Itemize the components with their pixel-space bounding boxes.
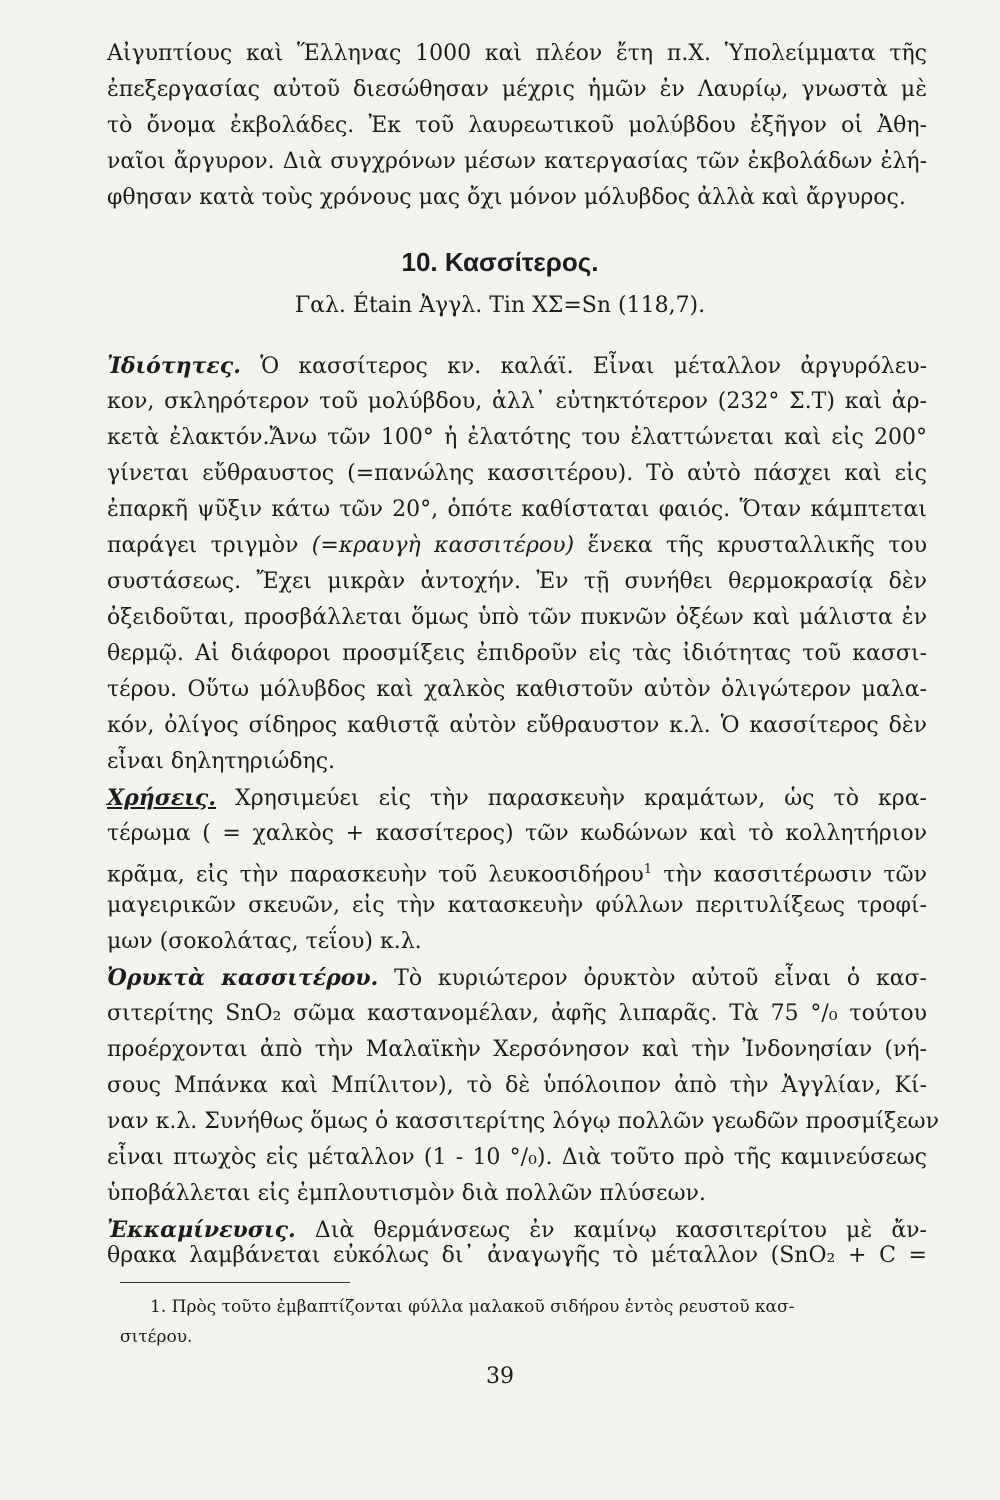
properties-line-4: γίνεται εὔθραυστος (=πανώλης κασσιτέρου). Τὸ αὐτὸ πάσχει καὶ εἰς <box>107 461 927 486</box>
intro-line-1: Αἰγυπτίους καὶ Ἕλληνας 1000 καὶ πλέον ἔτη π.Χ. Ὑπολείμματα τῆς <box>107 41 927 66</box>
properties-line-7: συστάσεως. Ἔχει μικρὰν ἀντοχήν. Ἐν τῇ συνήθει θερμοκρασίᾳ δὲν <box>107 569 927 594</box>
uses-text-3b: τὴν κασσιτέρωσιν τῶν <box>652 862 927 888</box>
smelting-line-2: θρακα λαμβάνεται εὐκόλως δι᾽ ἀναγωγῆς τὸ μέταλλον (SnO₂ + C = <box>107 1243 927 1268</box>
section-title: 10. Κασσίτερος. <box>401 247 599 277</box>
ores-line-6: εἶναι πτωχὸς εἰς μέταλλον (1 - 10 °/₀). Διὰ τοῦτο πρὸ τῆς καμινεύσεως <box>107 1145 927 1170</box>
smelting-label: Ἐκκαμίνευσις. <box>107 1217 296 1243</box>
ores-line-7: ὑποβάλλεται εἰς ἐμπλουτισμὸν διὰ πολλῶν πλύσεων. <box>107 1181 706 1206</box>
section-subtitle: Γαλ. Étain Ἀγγλ. Tin ΧΣ=Sn (118,7). <box>294 293 706 318</box>
properties-line-5: ἐπαρκῆ ψῦξιν κάτω τῶν 20°, ὁπότε καθίσταται φαιός. Ὅταν κάμπτεται <box>107 497 927 522</box>
tin-cry-term: (=κραυγὴ κασσιτέρου) <box>311 533 575 558</box>
ores-line-3: προέρχονται ἀπὸ τὴν Μαλαϊκὴν Χερσόνησον καὶ τὴν Ἰνδονησίαν (νή- <box>107 1037 927 1062</box>
footnote-rule <box>120 1282 350 1283</box>
properties-line-2: κον, σκληρότερον τοῦ μολύβδου, ἀλλ᾽ εὐτηκτότερον (232° Σ.Τ) καὶ ἀρ- <box>107 389 927 414</box>
properties-line-3: κετὰ ἐλακτόν.Ἄνω τῶν 100° ἡ ἐλατότης του ἐλαττώνεται καὶ εἰς 200° <box>107 425 927 450</box>
properties-line-10: τέρου. Οὕτω μόλυβδος καὶ χαλκὸς καθιστοῦν αὐτὸν ὀλιγώτερον μαλα- <box>107 677 927 702</box>
ores-line-4: σους Μπάνκα καὶ Μπίλιτον), τὸ δὲ ὑπόλοιπον ἀπὸ τὴν Ἀγγλίαν, Κί- <box>107 1073 927 1098</box>
intro-line-2: ἐπεξεργασίας αὐτοῦ διεσώθησαν μέχρις ἡμῶν ἐν Λαυρίῳ, γνωστὰ μὲ <box>107 77 927 102</box>
uses-line-4: μαγειρικῶν σκευῶν, εἰς τὴν κατασκευὴν φύλλων περιτυλίξεως τροφί- <box>107 893 927 918</box>
smelting-line-1 <box>107 1216 927 1245</box>
properties-line-1 <box>107 352 927 381</box>
properties-text-6b: ἕνεκα τῆς κρυσταλλικῆς του <box>574 533 927 558</box>
uses-line-3 <box>107 856 927 889</box>
properties-label: Ἰδιότητες. <box>107 353 241 379</box>
uses-text-1: Χρησιμεύει εἰς τὴν παρασκευὴν κραμάτων, ὡς τὸ κρα- <box>216 786 927 811</box>
ores-text-1: Τὸ κυριώτερον ὀρυκτὸν αὐτοῦ εἶναι ὁ κασ- <box>378 966 927 991</box>
uses-text-3a: κρᾶμα, εἰς τὴν παρασκευὴν τοῦ λευκοσιδήρου <box>107 862 644 888</box>
uses-line-2: τέρωμα ( = χαλκὸς + κασσίτερος) τῶν κωδώνων καὶ τὸ κολλητήριον <box>107 821 927 846</box>
footnote-line-1: 1. Πρὸς τοῦτο ἐμβαπτίζονται φύλλα μαλακοῦ σιδήρου ἐντὸς ρευστοῦ κασ- <box>150 1297 795 1317</box>
intro-line-3: τὸ ὄνομα ἐκβολάδες. Ἐκ τοῦ λαυρεωτικοῦ μολύβδου ἐξῆγον οἱ Ἀθη- <box>107 113 927 138</box>
smelting-text-1: Διὰ θερμάνσεως ἐν καμίνῳ κασσιτερίτου μὲ ἄν- <box>295 1218 927 1243</box>
ores-line-5: ναν κ.λ. Συνήθως ὅμως ὁ κασσιτερίτης λόγῳ πολλῶν γεωδῶν προσμίξεων <box>107 1109 939 1134</box>
footnote <box>120 1292 930 1352</box>
ores-line-1 <box>107 964 927 993</box>
intro-line-4: ναῖοι ἄργυρον. Διὰ συγχρόνων μέσων κατεργασίας τῶν ἐκβολάδων ἐλή- <box>107 149 927 174</box>
uses-label: Χρήσεις. <box>107 785 216 811</box>
ores-line-2: σιτερίτης SnO₂ σῶμα καστανομέλαν, ἀφῆς λιπαρᾶς. Τὰ 75 °/₀ τούτου <box>107 1001 927 1026</box>
ores-label: Ὀρυκτὰ κασσιτέρου. <box>107 965 379 991</box>
uses-line-5: μων (σοκολάτας, τεΐου) κ.λ. <box>107 929 422 954</box>
page-number: 39 <box>486 1364 514 1389</box>
properties-text-6a: παράγει τριγμὸν <box>107 533 312 558</box>
properties-line-8: ὀξειδοῦται, προσβάλλεται ὅμως ὑπὸ τῶν πυκνῶν ὀξέων καὶ μάλιστα ἐν <box>107 605 927 630</box>
properties-line-9: θερμῷ. Αἱ διάφοροι προσμίξεις ἐπιδροῦν εἰς τὰς ἰδιότητας τοῦ κασσι- <box>107 641 927 666</box>
intro-line-5: φθησαν κατὰ τοὺς χρόνους μας ὄχι μόνον μόλυβδος ἀλλὰ καὶ ἄργυρος. <box>107 185 906 210</box>
uses-line-1 <box>107 784 927 813</box>
properties-line-6 <box>107 532 927 560</box>
properties-line-11: κόν, ὀλίγος σίδηρος καθιστᾷ αὐτὸν εὔθραυστον κ.λ. Ὁ κασσίτερος δὲν <box>107 713 927 738</box>
properties-line-12: εἶναι δηλητηριώδης. <box>107 749 336 774</box>
footnote-line-2: σιτέρου. <box>120 1327 193 1347</box>
properties-text-1: Ὁ κασσίτερος κν. καλάϊ. Εἶναι μέταλλον ἀργυρόλευ- <box>240 354 927 379</box>
footnote-marker: 1 <box>643 862 653 877</box>
